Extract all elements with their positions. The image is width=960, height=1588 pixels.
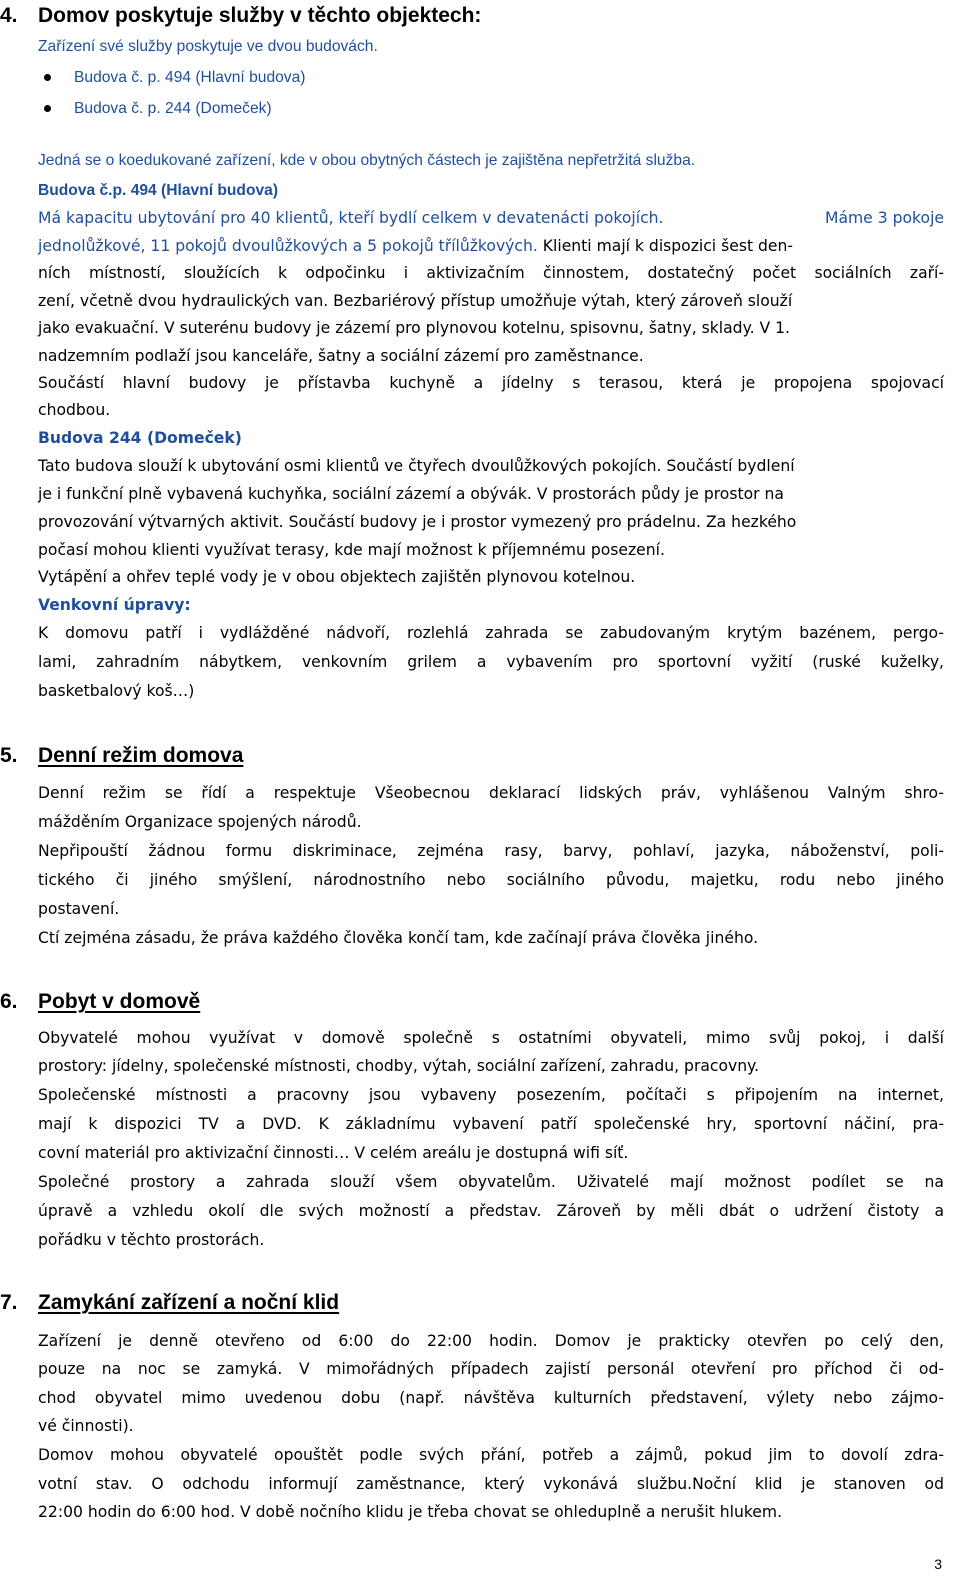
section-title: Zamykání zařízení a noční klid — [38, 1291, 340, 1314]
paragraph-line: K domovu patří i vydlážděné nádvoří, rozlehlá zahrada se zabudovaným krytým bazénem, pergo- — [38, 624, 944, 642]
bullet-icon — [44, 74, 51, 81]
page-number: 3 — [934, 1556, 942, 1572]
paragraph-line: úpravě a vzhledu okolí dle svých možností a představ. Zároveň by měli dbát o udržení čistoty a — [38, 1202, 944, 1220]
paragraph-line: chodbou. — [38, 401, 111, 419]
paragraph-line: Denní režim se řídí a respektuje Všeobecnou deklarací lidských práv, vyhlášenou Valným shro- — [38, 784, 944, 802]
paragraph-line: Jedná se o koedukované zařízení, kde v obou obytných částech je zajištěna nepřetržitá služba. — [38, 152, 696, 169]
paragraph-line — [38, 509, 944, 535]
text-run: provozování výtvarných aktivit. — [38, 513, 284, 531]
paragraph-line: pořádku v těchto prostorách. — [38, 1231, 265, 1249]
bullet-item: Budova č. p. 244 (Domeček) — [74, 100, 272, 117]
text-run: jako evakuační. — [38, 319, 159, 337]
paragraph-line: Nepřipouští žádnou formu diskriminace, zejména rasy, barvy, pohlaví, jazyka, náboženství, poli- — [38, 842, 944, 860]
subheading-main-building: Budova č.p. 494 (Hlavní budova) — [38, 182, 279, 199]
bullet-icon — [44, 105, 51, 112]
text-run: jednolůžkové, 11 pokojů dvoulůžkových a 5 pokojů třílůžkových. — [38, 237, 538, 255]
section-number: 4. — [0, 4, 18, 27]
paragraph-line: votní stav. O odchodu informují zaměstnance, který vykonává službu.Noční klid je stanoven od — [38, 1475, 944, 1493]
paragraph-line: covní materiál pro aktivizační činnosti… V celém areálu je dostupná wifi síť. — [38, 1144, 629, 1162]
paragraph-line: pouze na noc se zamyká. V mimořádných případech zajistí personál otevření pro příchod či od- — [38, 1360, 944, 1378]
paragraph-line: chod obyvatel mimo uvedenou dobu (např. návštěva kulturních představení, výlety nebo zájmo- — [38, 1389, 944, 1407]
section-number: 7. — [0, 1291, 18, 1314]
paragraph-line — [38, 453, 944, 479]
text-run: Bezbariérový přístup umožňuje výtah, který zároveň slouží — [333, 292, 793, 310]
paragraph-line: Společenské místnosti a pracovny jsou vybaveny posezením, počítači s připojením na internet, — [38, 1086, 944, 1104]
paragraph-line: Ctí zejména zásadu, že práva každého člověka končí tam, kde začínají práva člověka jiného. — [38, 929, 759, 947]
paragraph-line: mají k dispozici TV a DVD. K základnímu vybavení patří společenské hry, sportovní náčiní, pra- — [38, 1115, 944, 1133]
paragraph-line: 22:00 hodin do 6:00 hod. V době nočního klidu je třeba chovat se ohleduplně a nerušit hlukem. — [38, 1503, 783, 1521]
section-title: Domov poskytuje služby v těchto objektech: — [38, 4, 482, 27]
text-run: Tato budova slouží k ubytování osmi klientů ve čtyřech dvoulůžkových pokojích. — [38, 457, 662, 475]
paragraph-line: počasí mohou klienti využívat terasy, kde mají možnost k příjemnému posezení. — [38, 541, 665, 559]
paragraph-line — [38, 481, 944, 507]
paragraph-line: tického či jiného smýšlení, národnostního nebo sociálního původu, majetku, rodu nebo jiného — [38, 871, 944, 889]
paragraph-line-end: Máme 3 pokoje — [824, 209, 944, 227]
paragraph-line: Součástí hlavní budovy je přístavba kuchyně a jídelny s terasou, která je propojena spojovací — [38, 374, 944, 392]
paragraph-line: Obyvatelé mohou využívat v domově společně s ostatními obyvateli, mimo svůj pokoj, i další — [38, 1029, 944, 1047]
section-number: 5. — [0, 744, 18, 767]
bullet-item: Budova č. p. 494 (Hlavní budova) — [74, 69, 306, 86]
paragraph-line — [38, 233, 944, 259]
paragraph-line: Zařízení své služby poskytuje ve dvou budovách. — [38, 38, 378, 55]
paragraph-line: Vytápění a ohřev teplé vody je v obou objektech zajištěn plynovou kotelnou. — [38, 568, 636, 586]
paragraph-line: Zařízení je denně otevřeno od 6:00 do 22:00 hodin. Domov je prakticky otevřen po celý den, — [38, 1332, 944, 1350]
text-run: Součástí bydlení — [666, 457, 795, 475]
paragraph-line: Domov mohou obyvatelé opouštět podle svých přání, potřeb a zájmů, pokud jim to dovolí zdra- — [38, 1446, 944, 1464]
paragraph-line — [38, 205, 944, 231]
text-run: Klienti mají k dispozici šest den- — [542, 237, 794, 255]
text-run: zení, včetně dvou hydraulických van. — [38, 292, 329, 310]
section-number: 6. — [0, 990, 18, 1013]
text-run: Za hezkého — [705, 513, 797, 531]
paragraph-line: postavení. — [38, 900, 120, 918]
text-run: V prostorách půdy je prostor na — [536, 485, 784, 503]
paragraph-line — [38, 288, 944, 314]
text-run: Součástí budovy je i prostor vymezený pro prádelnu. — [288, 513, 702, 531]
paragraph-line: vé činnosti). — [38, 1417, 134, 1435]
paragraph-line — [38, 315, 944, 341]
text-run: V suterénu budovy je zázemí pro plynovou kotelnu, spisovnu, šatny, sklady. V 1. — [163, 319, 790, 337]
paragraph-line: basketbalový koš…) — [38, 682, 195, 700]
paragraph-line: lami, zahradním nábytkem, venkovním grilem a vybavením pro sportovní vyžití (ruské kuželky, — [38, 653, 944, 671]
paragraph-line: Společné prostory a zahrada slouží všem obyvatelům. Uživatelé mají možnost podílet se na — [38, 1173, 944, 1191]
section-title: Pobyt v domově — [38, 990, 201, 1013]
text-run: Má kapacitu ubytování pro 40 klientů, kteří bydlí celkem v devatenácti pokojích. — [38, 209, 664, 227]
section-title: Denní režim domova — [38, 744, 244, 767]
text-run: je i funkční plně vybavená kuchyňka, sociální zázemí a obývák. — [38, 485, 532, 503]
paragraph-line: ních místností, sloužících k odpočinku i aktivizačním činnostem, dostatečný počet sociálních zaří- — [38, 264, 944, 282]
paragraph-line: prostory: jídelny, společenské místnosti, chodby, výtah, sociální zařízení, zahradu, pracovny. — [38, 1057, 760, 1075]
subheading-outdoor: Venkovní úpravy: — [38, 596, 191, 614]
subheading-small-building: Budova 244 (Domeček) — [38, 429, 242, 447]
paragraph-line: mážděním Organizace spojených národů. — [38, 813, 362, 831]
paragraph-line: nadzemním podlaží jsou kanceláře, šatny a sociální zázemí pro zaměstnance. — [38, 347, 644, 365]
